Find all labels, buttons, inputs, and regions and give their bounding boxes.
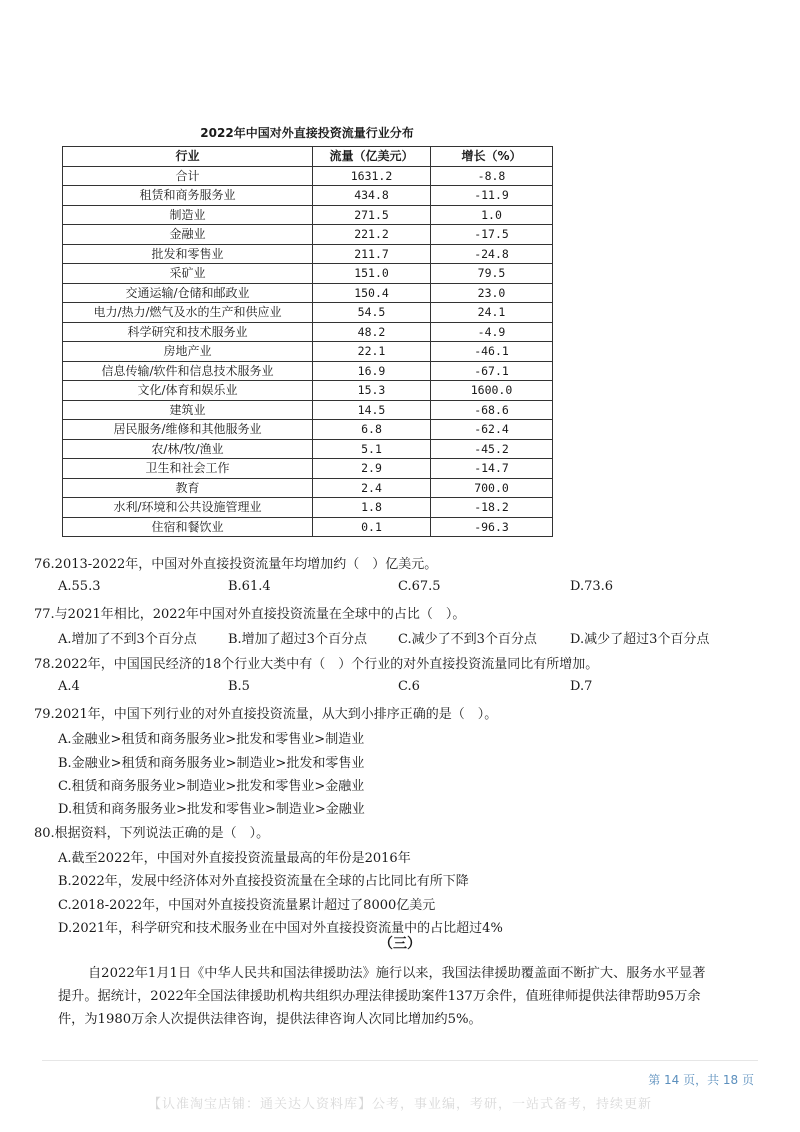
header-growth: 增长（%） xyxy=(431,147,553,167)
cell-flow: 221.2 xyxy=(313,225,431,245)
cell-flow: 5.1 xyxy=(313,439,431,459)
industry-table xyxy=(62,146,553,537)
cell-industry: 交通运输/仓储和邮政业 xyxy=(63,283,313,303)
table-row xyxy=(63,478,553,498)
cell-growth: -96.3 xyxy=(431,517,553,537)
table-row xyxy=(63,420,553,440)
table-row xyxy=(63,498,553,518)
table-title: 2022年中国对外直接投资流量行业分布 xyxy=(200,126,414,140)
q77-option-d: D.减少了超过3个百分点 xyxy=(570,632,710,647)
question-77: 77.与2021年相比，2022年中国对外直接投资流量在全球中的占比（ ）。 xyxy=(34,607,466,622)
paragraph-line-3: 件，为1980万余人次提供法律咨询，提供法律咨询人次同比增加约5%。 xyxy=(58,1012,482,1027)
cell-growth: -14.7 xyxy=(431,459,553,479)
q76-option-d: D.73.6 xyxy=(570,579,614,594)
q80-option-c: C.2018-2022年，中国对外直接投资流量累计超过了8000亿美元 xyxy=(58,898,436,913)
cell-industry: 采矿业 xyxy=(63,264,313,284)
q80-option-b: B.2022年，发展中经济体对外直接投资流量在全球的占比同比有所下降 xyxy=(58,874,469,889)
cell-industry: 文化/体育和娱乐业 xyxy=(63,381,313,401)
cell-flow: 2.4 xyxy=(313,478,431,498)
cell-growth: 1.0 xyxy=(431,205,553,225)
question-78: 78.2022年，中国国民经济的18个行业大类中有（ ）个行业的对外直接投资流量同比有所增加。 xyxy=(34,657,599,672)
cell-growth: -11.9 xyxy=(431,186,553,206)
cell-growth: -8.8 xyxy=(431,166,553,186)
cell-growth: -45.2 xyxy=(431,439,553,459)
q76-option-a: A.55.3 xyxy=(58,579,101,594)
header-industry: 行业 xyxy=(63,147,313,167)
cell-industry: 制造业 xyxy=(63,205,313,225)
cell-flow: 151.0 xyxy=(313,264,431,284)
cell-industry: 居民服务/维修和其他服务业 xyxy=(63,420,313,440)
cell-industry: 农/林/牧/渔业 xyxy=(63,439,313,459)
cell-growth: -4.9 xyxy=(431,322,553,342)
q77-option-c: C.减少了不到3个百分点 xyxy=(398,632,537,647)
q79-option-b: B.金融业>租赁和商务服务业>制造业>批发和零售业 xyxy=(58,756,365,771)
cell-flow: 15.3 xyxy=(313,381,431,401)
cell-industry: 科学研究和技术服务业 xyxy=(63,322,313,342)
cell-flow: 434.8 xyxy=(313,186,431,206)
table-row xyxy=(63,439,553,459)
cell-industry: 租赁和商务服务业 xyxy=(63,186,313,206)
cell-growth: 700.0 xyxy=(431,478,553,498)
cell-industry: 电力/热力/燃气及水的生产和供应业 xyxy=(63,303,313,323)
q78-option-a: A.4 xyxy=(58,679,80,694)
cell-industry: 金融业 xyxy=(63,225,313,245)
table-row xyxy=(63,381,553,401)
cell-flow: 22.1 xyxy=(313,342,431,362)
table-row xyxy=(63,459,553,479)
cell-flow: 16.9 xyxy=(313,361,431,381)
q78-option-c: C.6 xyxy=(398,679,420,694)
cell-growth: -62.4 xyxy=(431,420,553,440)
cell-growth: -17.5 xyxy=(431,225,553,245)
cell-flow: 48.2 xyxy=(313,322,431,342)
header-flow: 流量（亿美元） xyxy=(313,147,431,167)
table-row xyxy=(63,342,553,362)
q78-option-d: D.7 xyxy=(570,679,593,694)
table-header-row xyxy=(63,147,553,167)
cell-industry: 教育 xyxy=(63,478,313,498)
cell-flow: 271.5 xyxy=(313,205,431,225)
cell-growth: -67.1 xyxy=(431,361,553,381)
cell-flow: 0.1 xyxy=(313,517,431,537)
cell-industry: 卫生和社会工作 xyxy=(63,459,313,479)
cell-growth: 23.0 xyxy=(431,283,553,303)
cell-industry: 住宿和餐饮业 xyxy=(63,517,313,537)
cell-flow: 6.8 xyxy=(313,420,431,440)
q77-option-b: B.增加了超过3个百分点 xyxy=(228,632,367,647)
cell-industry: 房地产业 xyxy=(63,342,313,362)
table-row xyxy=(63,322,553,342)
table-row xyxy=(63,225,553,245)
cell-flow: 1631.2 xyxy=(313,166,431,186)
q78-option-b: B.5 xyxy=(228,679,250,694)
cell-flow: 1.8 xyxy=(313,498,431,518)
q79-option-a: A.金融业>租赁和商务服务业>批发和零售业>制造业 xyxy=(58,732,365,747)
cell-flow: 2.9 xyxy=(313,459,431,479)
cell-flow: 14.5 xyxy=(313,400,431,420)
table-row xyxy=(63,205,553,225)
table-row xyxy=(63,244,553,264)
cell-industry: 信息传输/软件和信息技术服务业 xyxy=(63,361,313,381)
table-row xyxy=(63,400,553,420)
table-row xyxy=(63,517,553,537)
paragraph-line-1: 自2022年1月1日《中华人民共和国法律援助法》施行以来，我国法律援助覆盖面不断扩大、服务水平显著 xyxy=(88,966,706,981)
q79-option-c: C.租赁和商务服务业>制造业>批发和零售业>金融业 xyxy=(58,779,365,794)
cell-growth: -24.8 xyxy=(431,244,553,264)
cell-growth: 79.5 xyxy=(431,264,553,284)
cell-industry: 建筑业 xyxy=(63,400,313,420)
section-heading: （三） xyxy=(379,936,421,952)
table-row xyxy=(63,264,553,284)
q80-option-a: A.截至2022年，中国对外直接投资流量最高的年份是2016年 xyxy=(58,851,411,866)
cell-growth: -46.1 xyxy=(431,342,553,362)
q77-option-a: A.增加了不到3个百分点 xyxy=(58,632,197,647)
cell-flow: 54.5 xyxy=(313,303,431,323)
cell-growth: -18.2 xyxy=(431,498,553,518)
cell-industry: 批发和零售业 xyxy=(63,244,313,264)
paragraph-line-2: 提升。据统计，2022年全国法律援助机构共组织办理法律援助案件137万余件，值班律师提供法律帮助95万余 xyxy=(58,989,701,1004)
question-76: 76.2013-2022年，中国对外直接投资流量年均增加约（ ）亿美元。 xyxy=(34,557,438,572)
cell-industry: 水利/环境和公共设施管理业 xyxy=(63,498,313,518)
q76-option-c: C.67.5 xyxy=(398,579,441,594)
cell-growth: 1600.0 xyxy=(431,381,553,401)
q76-option-b: B.61.4 xyxy=(228,579,271,594)
table-row xyxy=(63,166,553,186)
question-79: 79.2021年，中国下列行业的对外直接投资流量，从大到小排序正确的是（ ）。 xyxy=(34,707,498,722)
watermark-text: 【认准淘宝店铺：通关达人资料库】公考，事业编，考研，一站式备考，持续更新 xyxy=(147,1097,652,1112)
page-number: 第 14 页，共 18 页 xyxy=(648,1073,754,1087)
cell-growth: 24.1 xyxy=(431,303,553,323)
table-row xyxy=(63,303,553,323)
cell-industry: 合计 xyxy=(63,166,313,186)
q79-option-d: D.租赁和商务服务业>批发和零售业>制造业>金融业 xyxy=(58,802,365,817)
cell-growth: -68.6 xyxy=(431,400,553,420)
q80-option-d: D.2021年，科学研究和技术服务业在中国对外直接投资流量中的占比超过4% xyxy=(58,921,503,936)
table-row xyxy=(63,361,553,381)
footer-divider xyxy=(42,1060,758,1061)
question-80: 80.根据资料，下列说法正确的是（ ）。 xyxy=(34,826,270,841)
cell-flow: 211.7 xyxy=(313,244,431,264)
cell-flow: 150.4 xyxy=(313,283,431,303)
table-row xyxy=(63,283,553,303)
table-row xyxy=(63,186,553,206)
